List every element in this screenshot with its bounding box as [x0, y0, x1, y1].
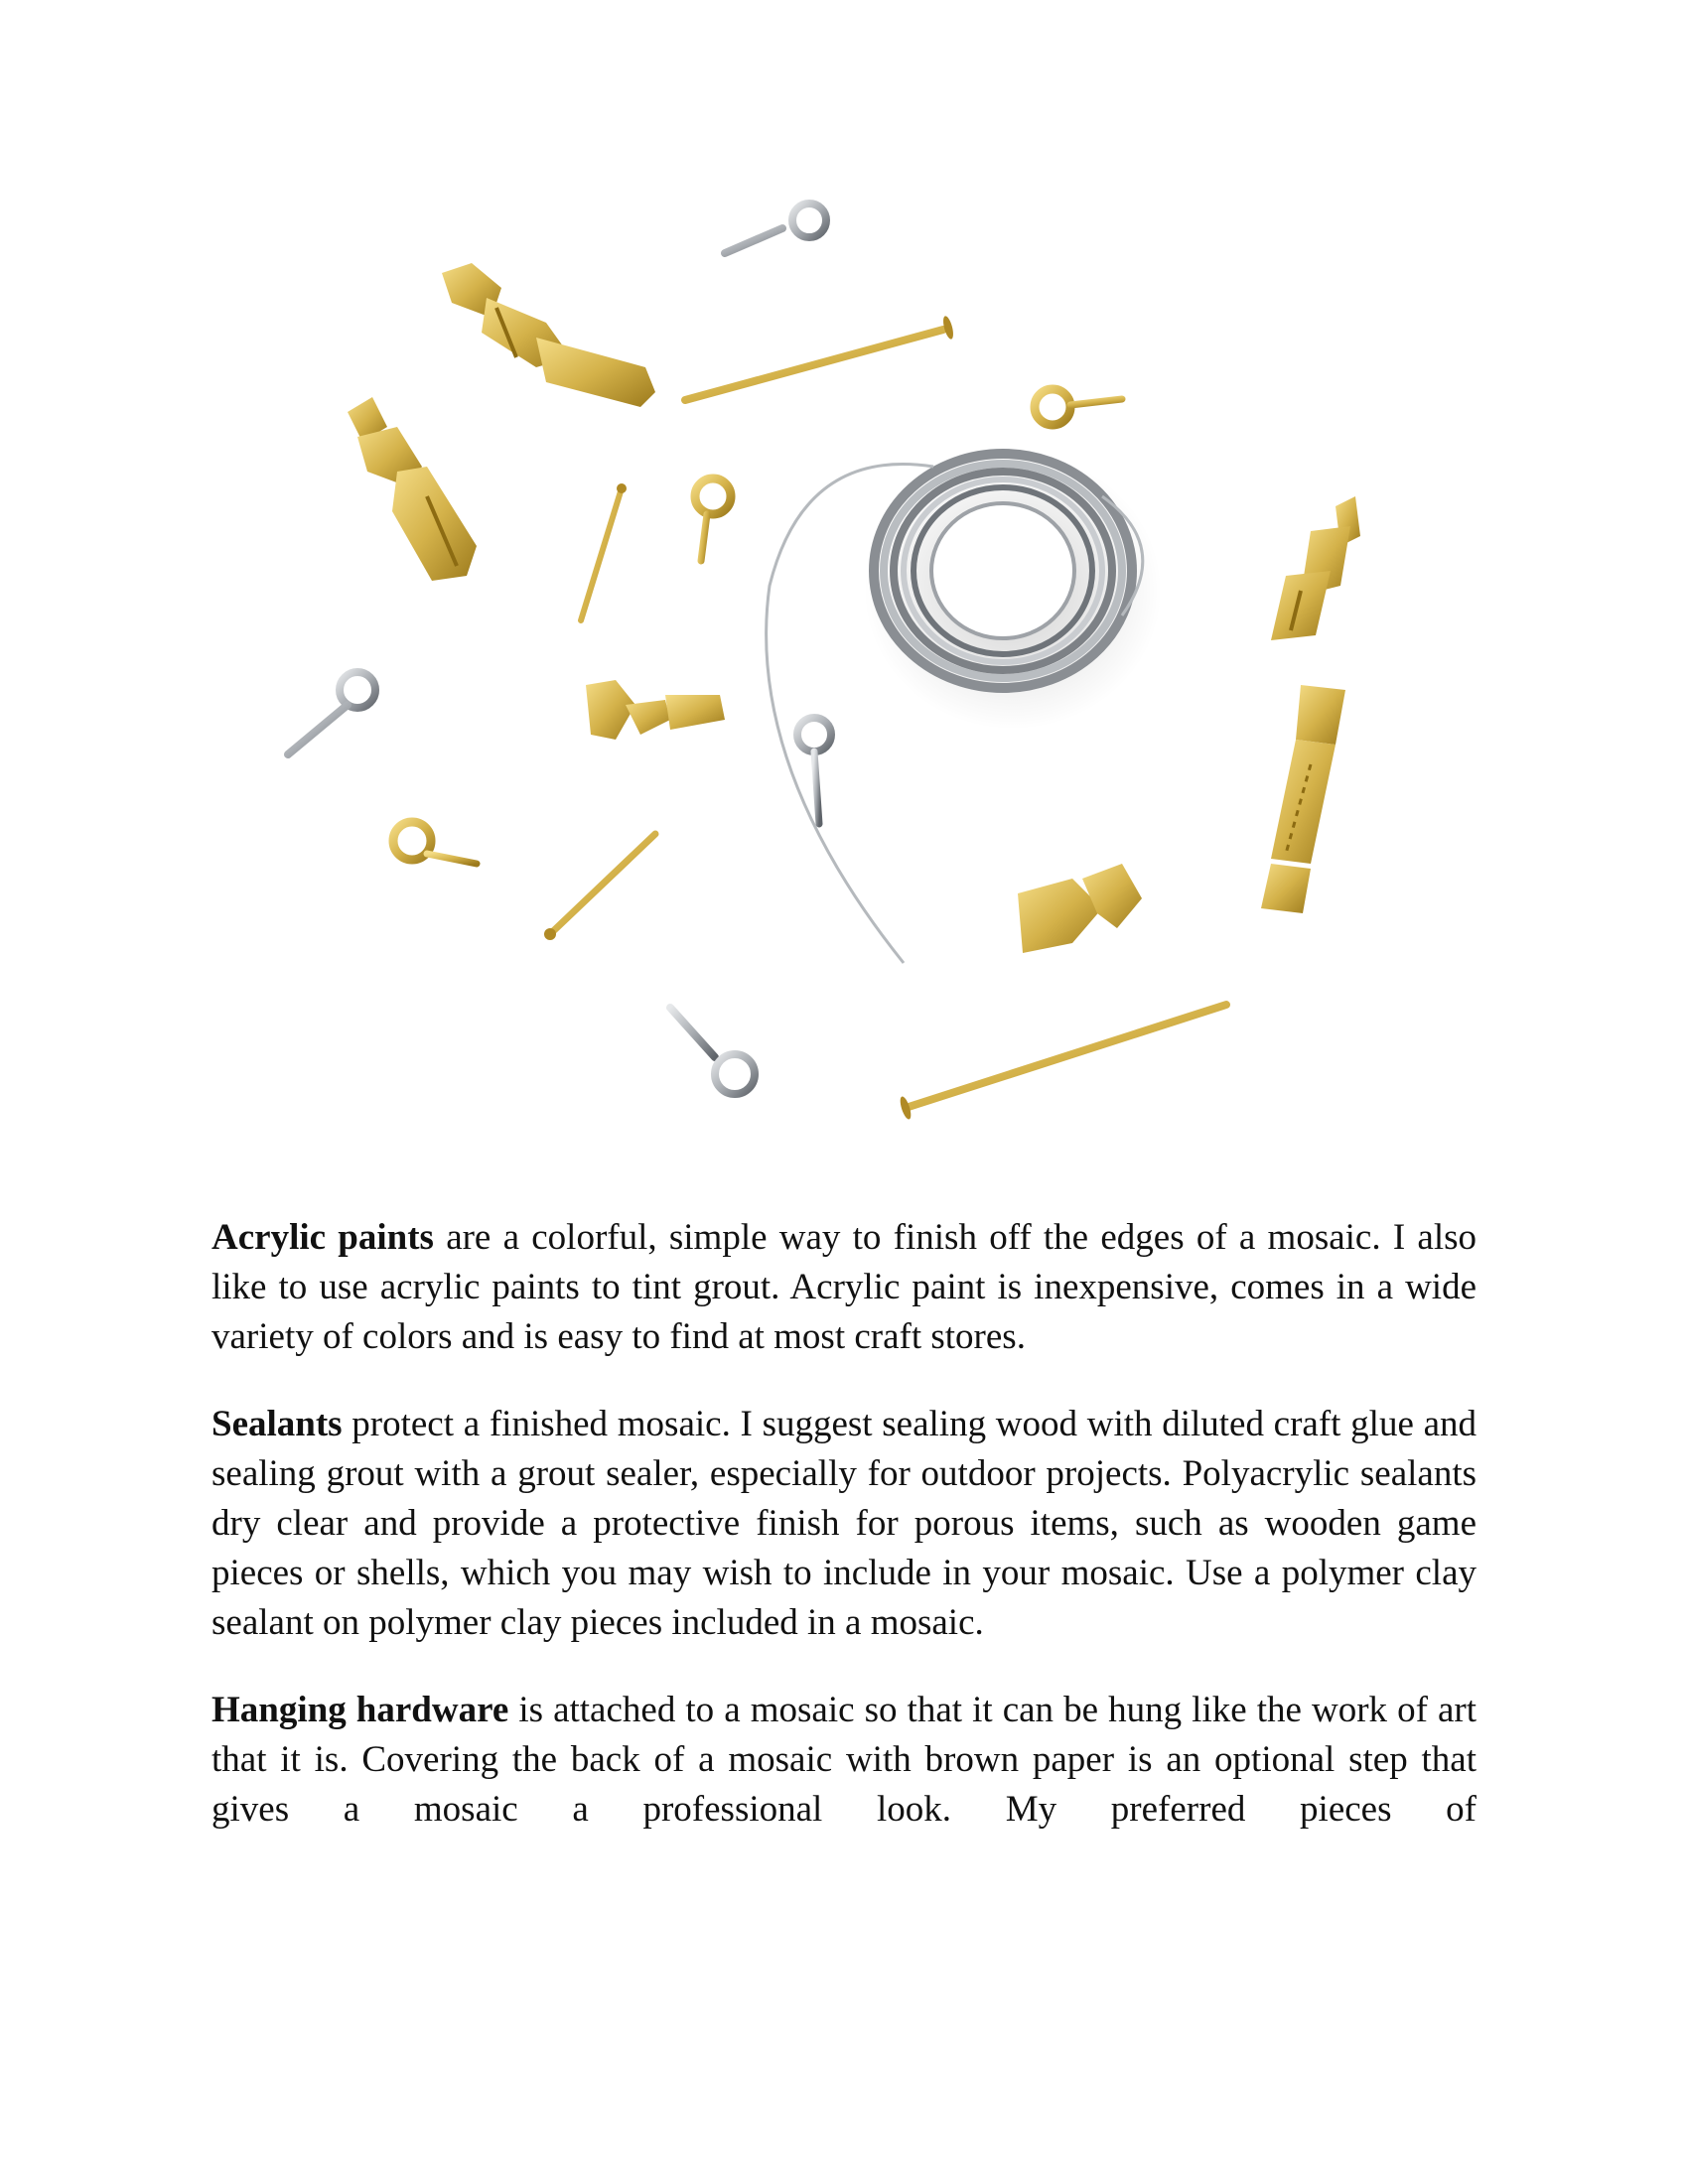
paragraph-sealants [211, 1400, 1477, 1648]
screw-eye-icon [288, 672, 375, 754]
nail-icon [544, 834, 655, 940]
nail-icon [581, 483, 627, 620]
paragraph-acrylic-paints [211, 1213, 1477, 1362]
sawtooth-hanger-icon [1271, 496, 1360, 640]
hanging-hardware-photo [248, 169, 1440, 1152]
screw-eye-icon [670, 1008, 755, 1094]
screw-eye-icon [797, 718, 831, 824]
sawtooth-hanger-icon [1261, 685, 1345, 913]
paragraph-acrylic-paints-text: are a colorful, simple way to finish off the edges of a mosaic. I also like to use acrylic paints to tint grout. Acrylic paint is inexpensive, comes in a wide variety of colors and is easy to find at most craft stores. [211, 1217, 1477, 1357]
term-sealants: Sealants [211, 1404, 343, 1444]
paragraph-sealants-text: protect a finished mosaic. I suggest sealing wood with diluted craft glue and sealing grout with a grout sealer, especially for outdoor projects. Polyacrylic sealants dry clear and provide a protective finish for porous items, such as wooden game pieces or shells, which you may wish to include in your mosaic. Use a polymer clay sealant on polymer clay pieces included in a mosaic. [211, 1404, 1477, 1643]
body-text [211, 1213, 1477, 1872]
brass-screw-eye-icon [1035, 389, 1122, 425]
paragraph-hanging-hardware [211, 1686, 1477, 1835]
paragraph-hanging-hardware-text: is attached to a mosaic so that it can be hung like the work of art that it is. Covering the back of a mosaic with brown paper is an optional step that gives a mosaic a professional look. My preferred pieces of [211, 1690, 1477, 1830]
term-acrylic-paints: Acrylic paints [211, 1217, 434, 1258]
sawtooth-hanger-icon [442, 263, 655, 407]
term-hanging-hardware: Hanging hardware [211, 1690, 509, 1730]
picture-hook-icon [586, 680, 725, 740]
nail-icon [898, 1005, 1226, 1121]
sawtooth-hanger-icon [348, 397, 477, 581]
brass-screw-eye-icon [393, 822, 477, 864]
nail-icon [685, 315, 955, 400]
picture-hook-icon [1018, 864, 1142, 953]
screw-eye-icon [725, 204, 826, 253]
brass-screw-eye-icon [695, 478, 731, 561]
